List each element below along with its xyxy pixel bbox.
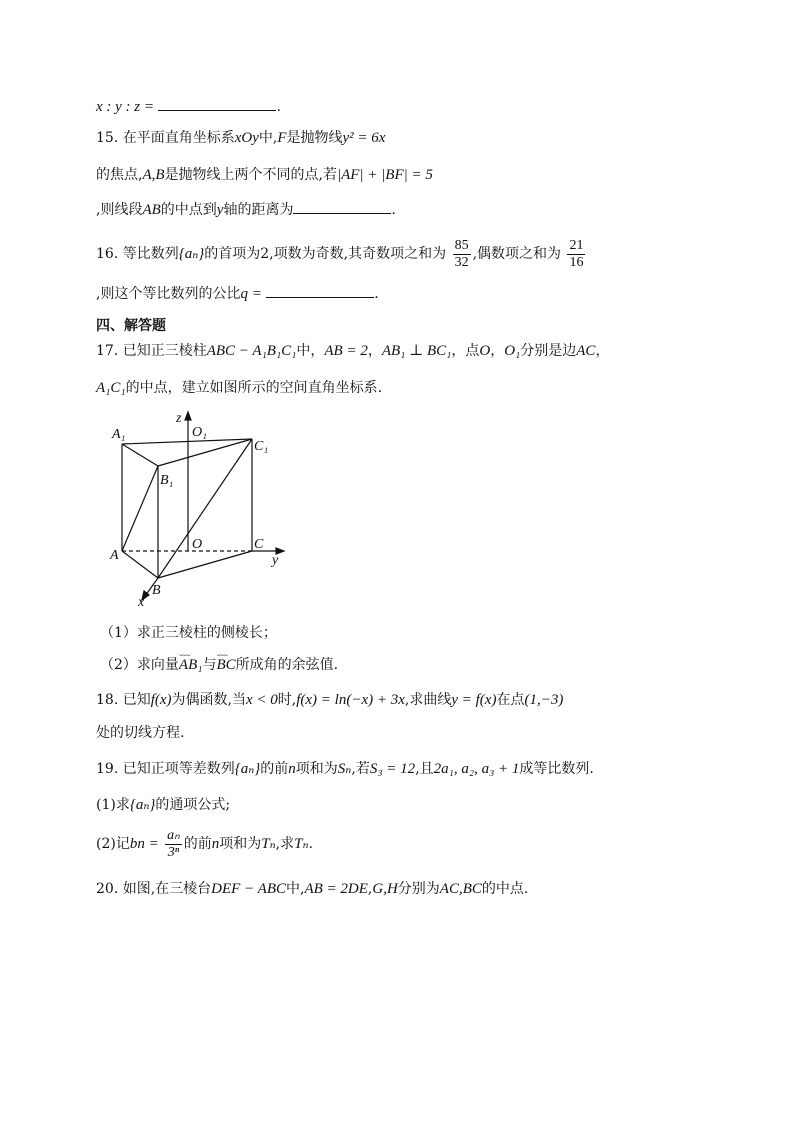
label-y-axis: y: [272, 553, 279, 568]
label-a: A: [110, 548, 119, 563]
question-16-line-2: ,则这个等比数列的公比q = .: [96, 283, 379, 304]
question-15-line-3: ,则线段AB的中点到y轴的距离为 .: [96, 199, 396, 220]
answer-blank[interactable]: [158, 96, 276, 111]
question-17-line-2: A₁C₁的中点，建立如图所示的空间直角坐标系.: [96, 380, 383, 396]
z-arrow: [185, 412, 191, 420]
label-c1: C₁: [254, 439, 269, 454]
section-heading: 四、解答题: [96, 318, 166, 334]
question-number: 17.: [96, 343, 119, 359]
label-a1: A₁: [112, 427, 126, 442]
question-number: 19.: [96, 761, 119, 777]
prism-figure: [100, 406, 300, 610]
question-number: 20.: [96, 881, 119, 897]
question-number: 16.: [96, 246, 119, 262]
bn-fraction: $\frac{\text{aₙ}}{\text{3ⁿ}}$: [167, 827, 180, 860]
question-15-line-2: 的焦点,A,B是抛物线上两个不同的点,若|AF| + |BF| = 5: [96, 167, 433, 183]
question-19-part-2: (2)记bn = $\frac{\text{aₙ}}{\text{3ⁿ}}$ 的前n项和为Tₙ,求Tₙ.: [96, 827, 313, 860]
question-18-line-1: 18. 已知f(x)为偶函数,当x < 0时,f(x) = ln(−x) + 3x,求曲线y = f(x)在点(1,−3): [96, 692, 564, 708]
answer-blank[interactable]: [293, 199, 391, 214]
edge-b-c: [158, 551, 252, 578]
label-z-axis: z: [176, 411, 182, 426]
question-number: 15.: [96, 130, 119, 146]
diag-b-c1: [158, 439, 252, 578]
question-17-line-1: 17. 已知正三棱柱ABC − A₁B₁C₁中，AB = 2，AB₁ ⊥ BC₁，点O，O₁分别是边AC，: [96, 343, 610, 359]
question-17-part-1: （1）求正三棱柱的侧棱长；: [100, 625, 277, 641]
label-o: O: [192, 537, 203, 552]
label-o1: O₁: [192, 425, 207, 440]
odd-sum-fraction: $\frac{85}{32}$: [454, 237, 469, 270]
answer-blank[interactable]: [266, 283, 374, 298]
question-17-part-2: （2）求向量⌣⌣⌣ AB₁与⌣⌣⌣ BC所成角的余弦值.: [100, 655, 338, 675]
vector-bc: ⌣⌣⌣ BC: [216, 655, 235, 675]
edge-a-b: [122, 551, 158, 578]
even-sum-fraction: $\frac{21}{16}$: [569, 237, 584, 270]
question-18-line-2: 处的切线方程.: [96, 725, 185, 741]
question-number: 18.: [96, 692, 119, 708]
ratio-expression: x : y : z =: [96, 99, 155, 115]
edge-b1-c1: [158, 439, 252, 466]
label-b: B: [152, 583, 161, 598]
question-20-line-1: 20. 如图,在三棱台DEF − ABC中,AB = 2DE,G,H分别为AC,BC的中点.: [96, 881, 529, 897]
parabola-equation: y² = 6x: [342, 130, 386, 146]
distance-condition: |AF| + |BF| = 5: [336, 167, 433, 183]
q14-answer-line: x : y : z = .: [96, 96, 281, 117]
label-b1: B₁: [160, 473, 174, 488]
edge-a1-b1: [122, 444, 158, 466]
question-19-line-1: 19. 已知正项等差数列{aₙ}的前n项和为Sₙ,若S₃ = 12,且2a₁, a₂, a₃ + 1成等比数列.: [96, 761, 594, 777]
diag-a-b1: [122, 466, 158, 551]
label-c: C: [254, 537, 264, 552]
question-15-line-1: 15. 在平面直角坐标系xOy中,F是抛物线y² = 6x: [96, 130, 386, 146]
question-16-line-1: 16. 等比数列{aₙ}的首项为2,项数为奇数,其奇数项之和为 $\frac{85}{32}$ ,偶数项之和为 $\frac{21}{16}$: [96, 237, 584, 270]
label-x-axis: x: [138, 595, 145, 610]
edge-a1-c1: [122, 439, 252, 444]
question-19-part-1: (1)求{aₙ}的通项公式;: [96, 797, 231, 813]
vector-ab1: ⌣⌣⌣ AB₁: [179, 655, 203, 675]
